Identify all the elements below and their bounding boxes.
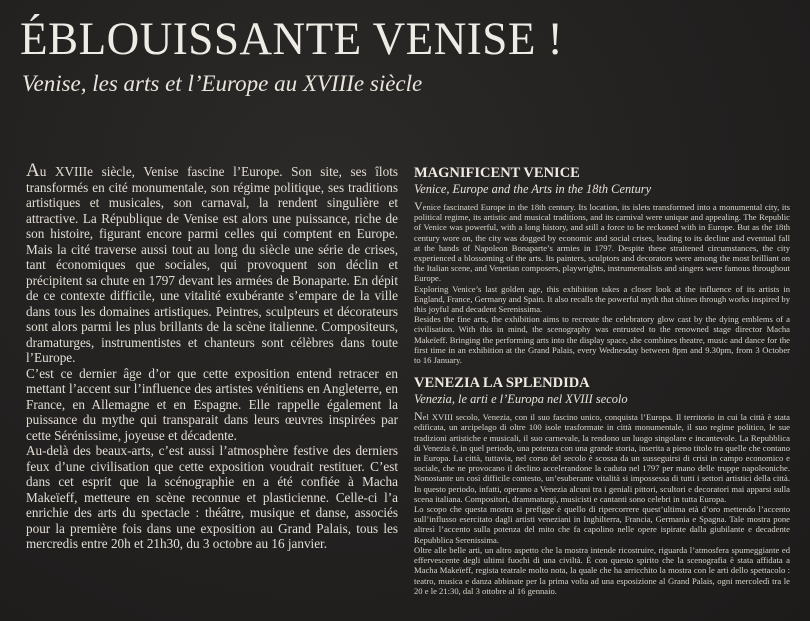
english-paragraph-1 <box>414 201 790 284</box>
english-dropcap: V <box>414 199 423 213</box>
italian-subheading: Venezia, le arti e l’Europa nel XVIII secolo <box>414 392 628 407</box>
english-heading: MAGNIFICENT VENICE <box>414 165 580 181</box>
french-paragraph-1 <box>26 160 398 366</box>
translations-column <box>414 165 790 596</box>
page-subtitle: Venise, les arts et l’Europe au XVIIIe siècle <box>22 71 423 96</box>
english-paragraph-3: Besides the fine arts, the exhibition aims to recreate the celebratory glow cast by the dying emblems of a civilisation. With this in mind, the scenography was entrusted to the renowned stage director Macha Makeïeff. Bringing the performing arts into the display space, she combines theatre, music and dance for the first time in an exhibition at the Grand Palais, every Wednesday between 8pm and 9.30pm, from 3 October to 16 January. <box>414 314 790 366</box>
italian-paragraph-1 <box>414 411 790 504</box>
italian-paragraph-1-text: el XVIII secolo, Venezia, con il suo fascino unico, conquista l’Europa. Il territorio in cui la città è stata edificata, un arcipelago di oltre 100 isole trasformate in città monumentale, il suo regime politico, le sue tradizioni artistiche e musicali, il suo carnevale, la rendono un luogo singolare e incantevole. La Repubblica di Venezia è, in quel periodo, una potenza con una grande storia, inserita a pieno titolo tra quelle che contano in Europa. La città, tuttavia, nel corso del secolo è scossa da un susseguirsi di crisi in campo economico e sociale, che ne provocano il declino accelerandone la caduta nel 1797 per mano delle truppe napoleoniche. Nonostante un così difficile contesto, un’esuberante vitalità si impossessa di tutti i settori artistici della città. In questo periodo, infatti, operano a Venezia alcuni tra i geniali pittori, scultori e decoratori mai apparsi sulla scena italiana. Compositori, drammaturgi, musicisti e cantanti sono celebri in tutta Europa. <box>414 412 790 504</box>
italian-paragraph-3: Oltre alle belle arti, un altro aspetto che la mostra intende ricostruire, riguarda l’atmosfera spumeggiante ed effervescente degli ultimi fuochi di una civiltà. È con questo spirito che la scenografia è stata affidata a Macha Makeïeff, regista teatrale molto nota, la quale che ha arricchito la mostra con le arti dello spettacolo : teatro, musica e danza abbinate per la prima volta ad una esposizione al Grand Palais, ogni mercoledì tra le 20 e le 21:30, dal 3 ottobre al 16 gennaio. <box>414 544 790 596</box>
french-paragraph-1-text: u XVIIIe siècle, Venise fascine l’Europe. Son site, ses îlots transformés en cité monumentale, son régime politique, ses traditions artistiques et musicales, son carnaval, la rendent singulière et attractive. La République de Venise est alors une puissance, riche de son histoire, figurant encore parmi celles qui comptent en Europe. Mais la cité traverse aussi tout au long du siècle une série de crises, tant économiques que sociales, qui provoquent son déclin et précipitent sa chute en 1797 devant les armées de Bonaparte. En dépit de ce contexte difficile, une vitalité exubérante s’empare de la ville dans tous les domaines artistiques. Peintres, sculpteurs et décorateurs sont alors parmi les plus brillants de la scène italienne. Compositeurs, dramaturges, instrumentistes et chanteurs sont célèbres dans toute l’Europe. <box>26 164 398 365</box>
english-paragraph-1-text: enice fascinated Europe in the 18th century. Its location, its islets transformed into a monumental city, its political regime, its artistic and musical traditions, and its carnival were unique and appealing. The Republic of Venice was powerful, with a long history, and still a force to be reckoned with in Europe. But as the 18th century wore on, the city was dogged by economic and social crises, leading to its decline and eventual fall at the hands of Napoleon Bonaparte’s armies in 1797. Despite these straitened circumstances, the city experienced a blossoming of the arts. Its painters, sculptors and decorators were among the most brilliant on the Italian scene, and Venetian composers, playwrights, instrumentalists and singers were famous throughout Europe. <box>414 202 790 284</box>
page-title: ÉBLOUISSANTE VENISE ! <box>20 13 564 65</box>
english-subheading: Venice, Europe and the Arts in the 18th Century <box>414 182 652 196</box>
english-paragraph-2: Exploring Venice’s last golden age, this exhibition takes a closer look at the influence of its artists in England, France, Germany and Spain. It also recalls the powerful myth that shines through works inspired by this joyful and decadent Serenissima. <box>414 283 790 315</box>
french-dropcap: A <box>26 160 40 181</box>
italian-paragraph-2: Lo scopo che questa mostra si prefigge è quello di ripercorrere quest’ultima età d’oro mettendo l’accento sull’influsso esercitato dagli artisti veneziani in Inghilterra, Francia, Germania e Spagna. Tale mostra pone altresì l’accento sulla potenza del mito che fa capolino nelle opere ispirate dalla giubilante e decadente Repubblica Serenissima. <box>414 504 790 545</box>
french-paragraph-2: C’est ce dernier âge d’or que cette exposition entend retracer en mettant l’accent sur l’influence des artistes vénitiens en Angleterre, en France, en Allemagne et en Espagne. Elle rappelle également la puissance du mythe qui transparait dans leurs œuvres inspirées par cette Sérénissime, joyeuse et décadente. <box>26 365 398 443</box>
french-paragraph-3: Au-delà des beaux-arts, c’est aussi l’atmosphère festive des derniers feux d’une civilisation que cette exposition voudrait restituer. C’est dans cet esprit que la scénographie en a été confiée à Macha Makeïeff, metteure en scène reconnue et plasticienne. Celle-ci l’a enrichie des arts du spectacle : théâtre, musique et danse, associés pour la première fois dans une exposition au Grand Palais, tous les mercredis entre 20h et 21h30, du 3 octobre au 16 janvier. <box>26 443 398 551</box>
french-text-column <box>26 160 398 552</box>
italian-heading: VENEZIA LA SPLENDIDA <box>414 375 590 392</box>
italian-dropcap: N <box>414 409 423 424</box>
